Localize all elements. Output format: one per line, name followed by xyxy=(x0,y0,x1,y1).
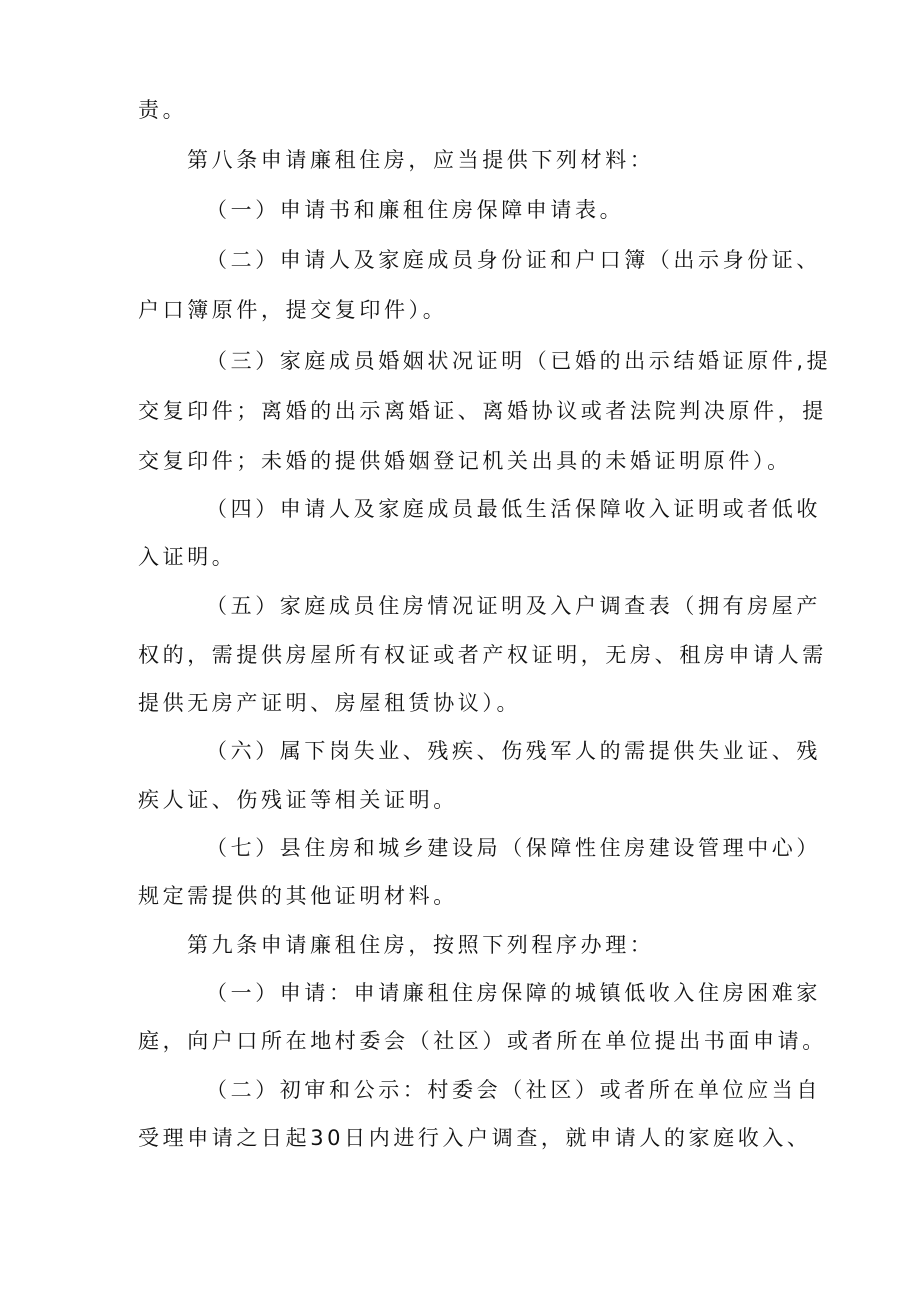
article-8-heading: 第八条申请廉租住房，应当提供下列材料： xyxy=(187,148,655,172)
text-line: （四）申请人及家庭成员最低生活保障收入证明或者低收 xyxy=(206,497,821,521)
text-line: （二）申请人及家庭成员身份证和户口簿（出示身份证、 xyxy=(206,248,821,272)
text-line: （二）初审和公示：村委会（社区）或者所在单位应当自 xyxy=(206,1078,821,1102)
text-line: （三）家庭成员婚姻状况证明（已婚的出示结婚证原件,提 xyxy=(206,349,832,373)
text-line: 交复印件；离婚的出示离婚证、离婚协议或者法院判决原件，提 xyxy=(138,399,827,423)
text-line: 受理申请之日起30日内进行入户调查，就申请人的家庭收入、 xyxy=(138,1126,812,1150)
text-line: 入证明。 xyxy=(138,545,237,569)
text-line: 权的，需提供房屋所有权证或者产权证明，无房、租房申请人需 xyxy=(138,643,827,667)
article-9-heading: 第九条申请廉租住房，按照下列程序办理： xyxy=(187,933,655,957)
text-line: 交复印件；未婚的提供婚姻登记机关出具的未婚证明原件）。 xyxy=(138,449,792,473)
text-line: 责。 xyxy=(138,98,188,122)
text-line: 庭，向户口所在地村委会（社区）或者所在单位提出书面申请。 xyxy=(138,1029,827,1053)
text-line: （五）家庭成员住房情况证明及入户调查表（拥有房屋产 xyxy=(206,594,821,618)
text-line: （一）申请书和廉租住房保障申请表。 xyxy=(206,198,625,222)
text-line: 规定需提供的其他证明材料。 xyxy=(138,884,458,908)
text-line: （六）属下岗失业、残疾、伤残军人的需提供失业证、残 xyxy=(206,739,821,763)
text-line: 提供无房产证明、房屋租赁协议）。 xyxy=(138,691,522,715)
text-line: （一）申请：申请廉租住房保障的城镇低收入住房困难家 xyxy=(206,981,821,1005)
text-line: 户口簿原件，提交复印件）。 xyxy=(138,298,448,322)
text-line: （七）县住房和城乡建设局（保障性住房建设管理中心） xyxy=(206,836,821,860)
text-line: 疾人证、伤残证等相关证明。 xyxy=(138,788,458,812)
